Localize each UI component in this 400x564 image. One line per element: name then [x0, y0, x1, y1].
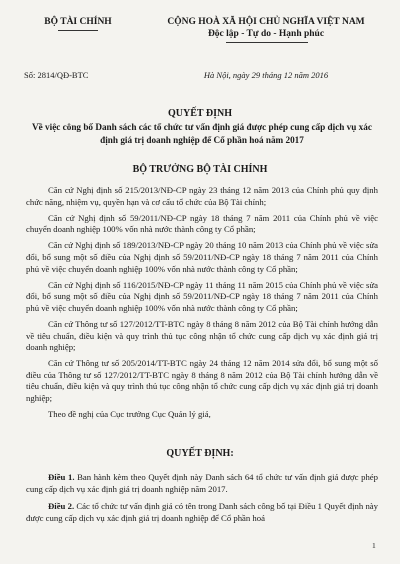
document-number: Số: 2814/QĐ-BTC	[24, 70, 89, 80]
nation-name: CỘNG HOÀ XÃ HỘI CHỦ NGHĨA VIỆT NAM	[167, 17, 365, 27]
legal-basis: Căn cứ Thông tư số 127/2012/TT-BTC ngày 8 tháng 8 năm 2012 của Bộ Tài chính hướng dẫn về tiêu chuẩn, điều kiện và quy trình thủ tục công nhận tổ chức cung cấp dịch vụ xác định giá trị doanh nghiệp;	[26, 318, 378, 353]
legal-basis: Căn cứ Nghị định số 189/2013/NĐ-CP ngày 20 tháng 10 năm 2013 của Chính phủ về việc sửa đổi, bổ sung một số điều của Nghị định số 59/2011/NĐ-CP ngày 18 tháng 7 năm 2011 của Chính phủ về việc chuyển doanh nghiệp 100% vốn nhà nước thành công ty Cổ phần;	[26, 240, 378, 274]
legal-basis: Căn cứ Nghị định số 59/2011/NĐ-CP ngày 18 tháng 7 năm 2011 của Chính phủ về việc chuyển doanh nghiệp 100% vốn nhà nước thành công ty Cổ phần;	[26, 212, 378, 235]
page-number: 1	[372, 541, 376, 550]
agency-name: BỘ TÀI CHÍNH	[44, 17, 112, 27]
legal-basis: Căn cứ Thông tư số 205/2014/TT-BTC ngày 24 tháng 12 năm 2014 sửa đổi, bổ sung một số điều của Thông tư số 127/2012/TT-BTC ngày 8 tháng 8 năm 2012 của Bộ Tài chính hướng dẫn về tiêu chuẩn, điều kiện và quy trình thủ tục công nhận tổ chức cung cấp dịch vụ xác định giá trị doanh nghiệp;	[26, 358, 378, 403]
legal-basis: Căn cứ Nghị định số 215/2013/NĐ-CP ngày 23 tháng 12 năm 2013 của Chính phủ quy định chức năng, nhiệm vụ, quyền hạn và cơ cấu tổ chức của Bộ Tài chính;	[26, 185, 378, 207]
document-subject: Về việc công bố Danh sách các tổ chức tư vấn định giá được phép cung cấp dịch vụ xác định giá trị doanh nghiệp để Cổ phần hoá năm 2017	[32, 122, 372, 145]
article-text: Các tổ chức tư vấn định giá có tên trong Danh sách công bố tại Điều 1 Quyết định này được cung cấp dịch vụ xác định giá trị doanh nghiệp để Cổ phần hoá	[26, 501, 378, 523]
article-label: Điều 2.	[48, 501, 75, 511]
article-label: Điều 1.	[48, 472, 75, 482]
article-text: Ban hành kèm theo Quyết định này Danh sách 64 tổ chức tư vấn định giá được phép cung cấp dịch vụ xác định giá trị doanh nghiệp năm 2017.	[26, 472, 379, 494]
issuer-title: BỘ TRƯỞNG BỘ TÀI CHÍNH	[132, 164, 268, 175]
legal-bases	[26, 185, 378, 425]
legal-basis: Căn cứ Nghị định số 116/2015/NĐ-CP ngày 11 tháng 11 năm 2015 của Chính phủ về việc sửa đổi, bổ sung một số điều của Nghị định số 59/2011/NĐ-CP ngày 18 tháng 7 năm 2011 của Chính phủ về việc chuyển doanh nghiệp 100% vốn nhà nước thành công ty Cổ phần;	[26, 279, 378, 313]
article-1	[26, 471, 378, 495]
motto-underline	[226, 42, 308, 43]
decision-heading: QUYẾT ĐỊNH:	[166, 448, 234, 459]
document-title: QUYẾT ĐỊNH	[168, 108, 232, 119]
article-2	[26, 500, 378, 524]
place-and-date: Hà Nội, ngày 29 tháng 12 năm 2016	[203, 70, 329, 80]
proposal-line: Theo đề nghị của Cục trưởng Cục Quản lý giá,	[48, 409, 211, 420]
articles	[26, 471, 378, 529]
agency-underline	[58, 30, 98, 31]
national-motto: Độc lập - Tự do - Hạnh phúc	[207, 29, 325, 39]
document-header	[0, 0, 400, 82]
